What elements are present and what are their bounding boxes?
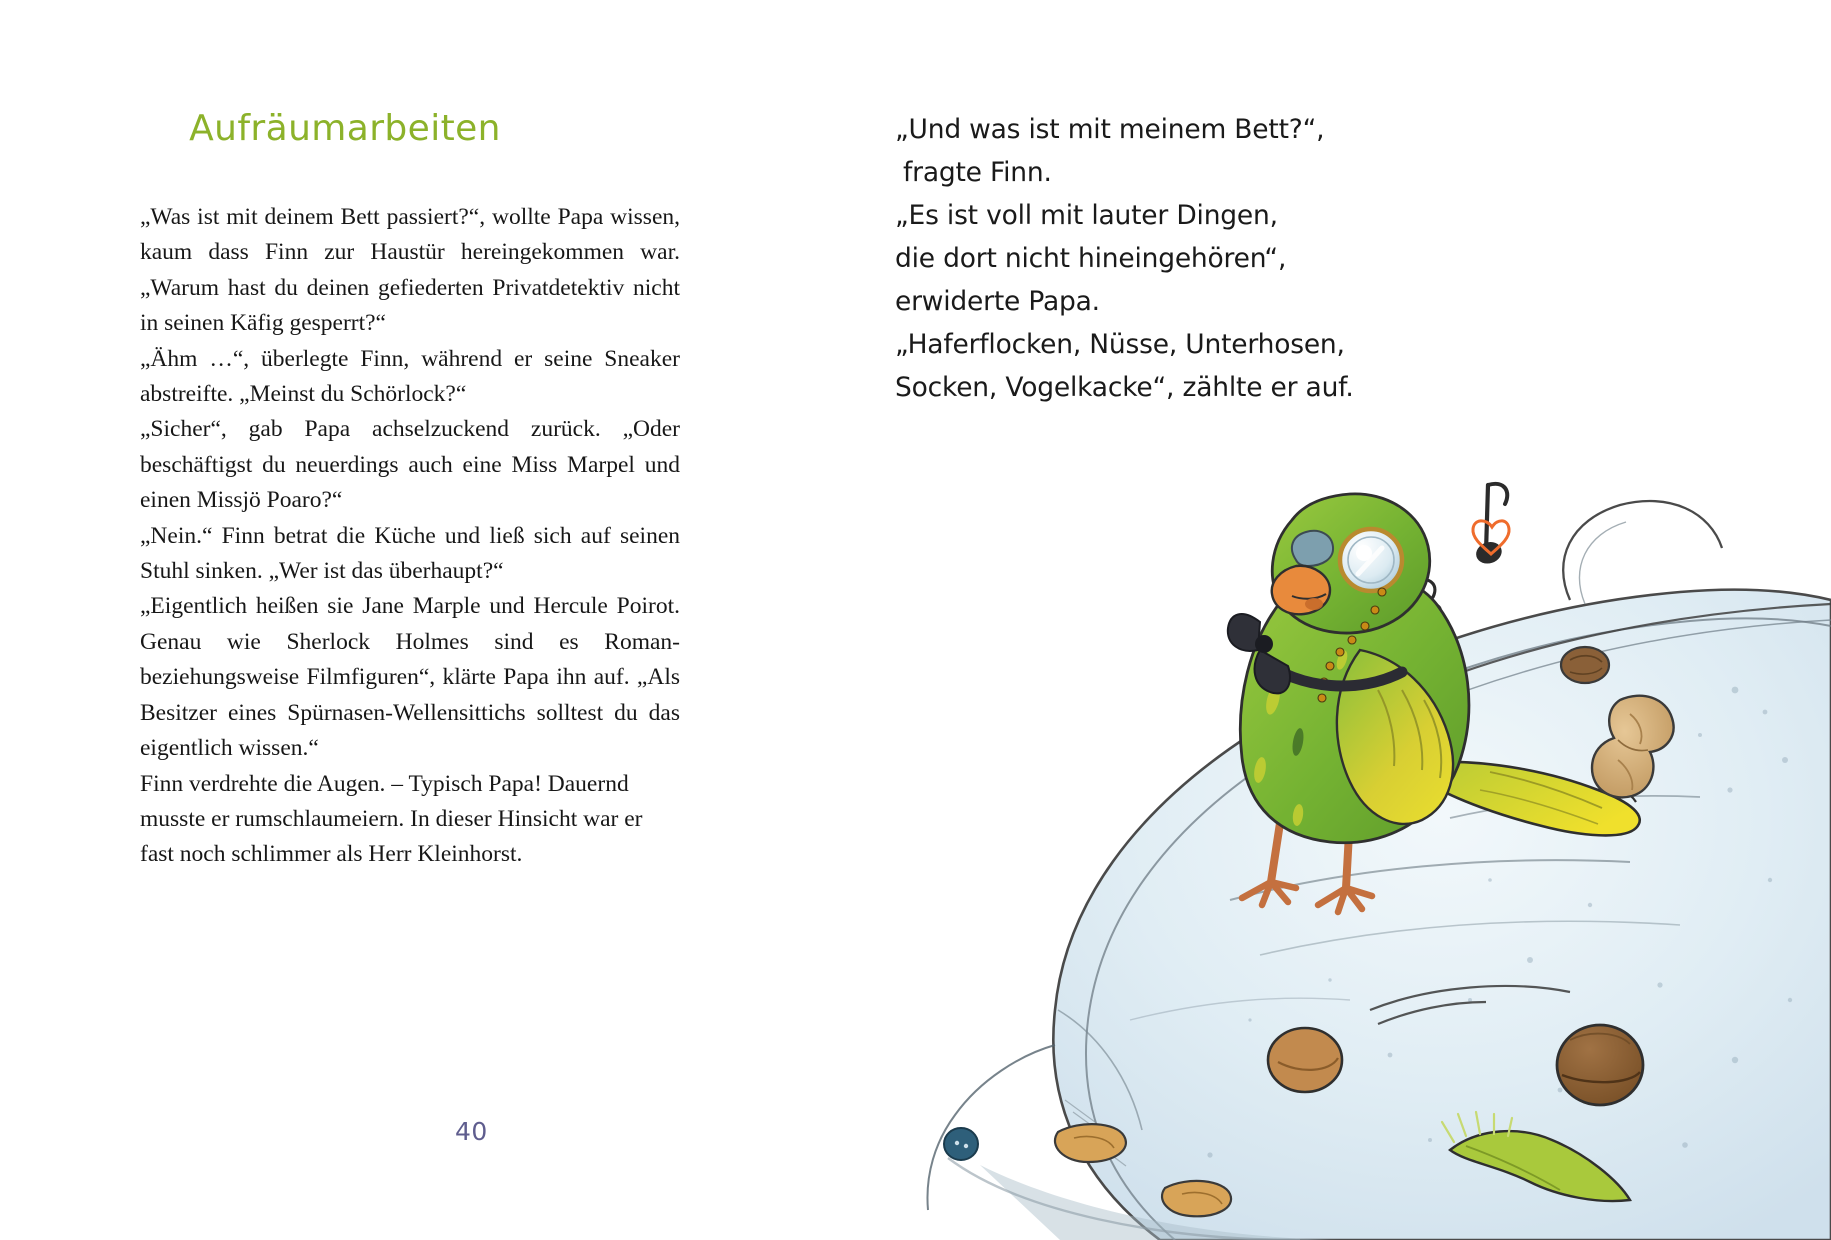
budgie-tail — [1430, 762, 1640, 836]
speech-line: fragte Finn. — [903, 157, 1052, 188]
page-title: Aufräumarbeiten — [189, 108, 501, 149]
pillow — [927, 501, 1831, 1240]
page-number: 40 — [455, 1117, 488, 1146]
speech-line: die dort nicht hineingehören“, — [895, 243, 1287, 274]
peanut — [1592, 696, 1674, 798]
right-page — [830, 0, 1831, 1240]
pillow-sketch-lines — [1370, 986, 1570, 1024]
body-text-column — [140, 200, 680, 873]
heart-icon — [1473, 521, 1509, 554]
budgie-wing — [1337, 650, 1453, 824]
paragraph: „Was ist mit deinem Bett passiert?“, wollte Papa wissen, kaum dass Finn zur Haustür hereingekommen war. „Warum hast du deinen gefiederten Privatdetektiv nicht in seinen Käfig gesperrt?“ — [140, 204, 680, 337]
paragraph: „Sicher“, gab Papa achselzuckend zurück. „Oder beschäftigst du neuerdings auch eine Miss Marpel und einen Missjö Poaro?“ — [140, 416, 680, 514]
oat-flake-1 — [1055, 1124, 1126, 1162]
speech-line: erwiderte Papa. — [895, 286, 1100, 317]
paragraph: „Nein.“ Finn betrat die Küche und ließ sich auf seinen Stuhl sinken. „Wer ist das überhaupt?“ — [140, 522, 680, 585]
speech-text-block — [895, 108, 1515, 409]
budgie-collar — [1262, 660, 1402, 686]
paragraph: „Eigentlich heißen sie Jane Marple und Hercule Poirot. Genau wie Sherlock Holmes sind es Roman- beziehungsweise Filmfiguren“, klärte Papa ihn auf. „Als Besitzer eines Spürnasen-Wellensittichs solltest du das eigentlich wissen.“ — [140, 593, 680, 762]
button — [944, 1128, 978, 1160]
budgie-body — [1240, 571, 1469, 842]
monocle-icon — [1318, 529, 1402, 702]
music-note-large — [1473, 484, 1507, 567]
budgie-head — [1272, 494, 1429, 633]
budgie-legs — [1242, 810, 1372, 912]
nut-round-large — [1557, 1025, 1643, 1105]
budgie-cere — [1292, 531, 1333, 566]
speech-line: „Es ist voll mit lauter Dingen, — [895, 200, 1278, 231]
nut-round-small-top — [1561, 647, 1609, 683]
speech-line: „Haferflocken, Nüsse, Unterhosen, — [895, 329, 1345, 360]
feather — [1442, 1112, 1630, 1201]
speech-line: Socken, Vogelkacke“, zählte er auf. — [895, 372, 1354, 403]
music-note-small — [1406, 579, 1444, 645]
oat-flake-2 — [1162, 1181, 1231, 1216]
nut-round-mid — [1268, 1028, 1342, 1092]
paragraph: „Ähm …“, überlegte Finn, während er seine Sneaker abstreifte. „Meinst du Schörlock?“ — [140, 345, 680, 408]
budgie-beak — [1272, 566, 1330, 615]
bow-tie-icon — [1228, 614, 1290, 693]
left-page — [0, 0, 830, 1240]
paragraph: Finn verdrehte die Augen. – Typisch Papa! Dauernd musste er rumschlaumeiern. In dieser Hinsicht war er fast noch schlimmer als Herr Kleinhorst. — [140, 770, 643, 868]
budgie-character — [1228, 494, 1640, 912]
speech-line: „Und was ist mit meinem Bett?“, — [895, 114, 1325, 145]
